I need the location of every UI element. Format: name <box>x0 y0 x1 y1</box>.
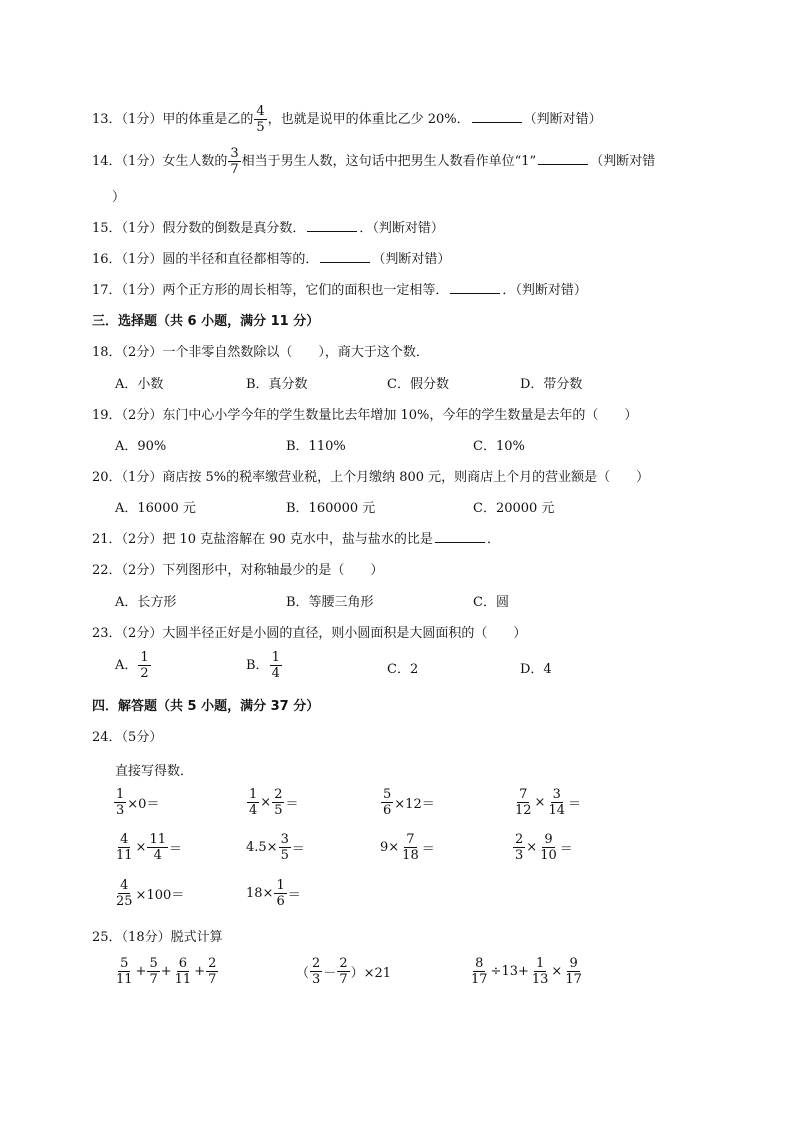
section-heading-4: 四．解答题（共 5 小题，满分 37 分） <box>92 699 320 714</box>
question-14 <box>92 146 655 177</box>
question-13 <box>92 104 602 135</box>
expression: $\frac{2}{3}$ × $\frac{9}{10}$ ＝ <box>515 832 573 863</box>
question-15 <box>92 217 444 236</box>
fraction: $\frac{3}{7}$ <box>230 146 239 177</box>
option-c[interactable]: C．20000 元 <box>473 501 555 516</box>
answer-blank[interactable] <box>538 153 588 165</box>
fraction: $\frac{1}{4}$ <box>271 650 280 681</box>
question-text: 13．（1分）甲的体重是乙的 <box>92 112 254 127</box>
expression: $\frac{7}{12}$ × $\frac{3}{14}$ ＝ <box>515 787 582 818</box>
option-b[interactable]: B． $\frac{1}{4}$ <box>246 650 280 681</box>
question-23: 23．（2分）大圆半径正好是小圆的直径，则小圆面积是大圆面积的（ ） <box>92 626 527 641</box>
option-c[interactable]: C．假分数 <box>387 377 449 392</box>
question-tail: ．（判断对错） <box>502 283 587 298</box>
question-21 <box>92 528 500 547</box>
option-a[interactable]: A．长方形 <box>115 595 177 610</box>
option-d[interactable]: D．带分数 <box>520 377 583 392</box>
option-d[interactable]: D．4 <box>520 662 552 677</box>
question-text: 16．（1分）圆的半径和直径都相等的． <box>92 252 319 267</box>
question-18: 18．（2分）一个非零自然数除以（ ），商大于这个数． <box>92 345 429 360</box>
question-text: 相当于男生人数，这句话中把男生人数看作单位“1” <box>241 154 537 169</box>
option-b[interactable]: B．160000 元 <box>286 501 376 516</box>
question-22: 22．（2分）下列图形中，对称轴最少的是（ ） <box>92 563 384 578</box>
expression: （ $\frac{2}{3}$ － $\frac{2}{7}$ ）×21 <box>296 956 392 987</box>
option-b[interactable]: B．真分数 <box>246 377 308 392</box>
answer-blank[interactable] <box>450 282 500 294</box>
expression: $\frac{5}{11}$ + $\frac{5}{7}$ + $\frac{6}{11}$ + $\frac{2}{7}$ <box>116 956 217 987</box>
option-b[interactable]: B．110% <box>286 439 346 454</box>
question-20: 20．（1分）商店按 5%的税率缴营业税，上个月缴纳 800 元，则商店上个月的营业额是（ ） <box>92 470 650 485</box>
option-c[interactable]: C．2 <box>387 662 419 677</box>
expression: $\frac{8}{17}$ ÷13+ $\frac{1}{13}$ × $\frac{9}{17}$ <box>471 956 582 987</box>
question-text: 14．（1分）女生人数的 <box>92 154 228 169</box>
question-16 <box>92 248 450 267</box>
option-a[interactable]: A．16000 元 <box>115 501 196 516</box>
question-text: ，也就是说甲的体重比乙少 20%． <box>267 112 470 127</box>
question-25: 25．（18分）脱式计算 <box>92 930 223 945</box>
expression: 18× $\frac{1}{6}$ ＝ <box>246 878 301 909</box>
option-a[interactable]: A．小数 <box>115 377 164 392</box>
question-tail: （判断对错 <box>590 154 656 169</box>
question-24: 24．（5分） <box>92 730 163 745</box>
question-19: 19．（2分）东门中心小学今年的学生数量比去年增加 10%，今年的学生数量是去年的（ ） <box>92 408 638 423</box>
question-14-wrap: ） <box>112 190 126 205</box>
expression: $\frac{1}{3}$ ×0＝ <box>116 787 160 818</box>
expression: $\frac{4}{11}$ × $\frac{11}{4}$ ＝ <box>116 832 183 863</box>
expression: 9× $\frac{7}{18}$ ＝ <box>380 832 435 863</box>
option-c[interactable]: C．圆 <box>473 595 509 610</box>
answer-blank[interactable] <box>435 531 485 543</box>
option-b[interactable]: B．等腰三角形 <box>286 595 374 610</box>
question-tail: ． <box>486 532 500 547</box>
question-text: 21．（2分）把 10 克盐溶解在 90 克水中，盐与盐水的比是 <box>92 532 433 547</box>
question-text: 17．（1分）两个正方形的周长相等，它们的面积也一定相等． <box>92 283 449 298</box>
expression: $\frac{1}{4}$ × $\frac{2}{5}$ ＝ <box>249 787 299 818</box>
option-a[interactable]: A．90% <box>115 439 167 454</box>
option-c[interactable]: C．10% <box>473 439 525 454</box>
expression: 4.5× $\frac{3}{5}$ ＝ <box>246 832 305 863</box>
question-tail: （判断对错） <box>523 112 602 127</box>
section-heading-3: 三．选择题（共 6 小题，满分 11 分） <box>92 314 320 329</box>
question-tail: （判断对错） <box>372 252 451 267</box>
expression: $\frac{5}{6}$ ×12＝ <box>383 787 435 818</box>
instruction: 直接写得数． <box>115 764 194 779</box>
answer-blank[interactable] <box>320 251 370 263</box>
question-text: 15．（1分）假分数的倒数是真分数． <box>92 221 306 236</box>
question-tail: ．（判断对错） <box>359 221 444 236</box>
expression: $\frac{4}{25}$ ×100＝ <box>116 878 185 909</box>
question-17 <box>92 279 587 298</box>
answer-blank[interactable] <box>307 220 357 232</box>
fraction: $\frac{4}{5}$ <box>256 104 265 135</box>
answer-blank[interactable] <box>472 111 522 123</box>
option-a[interactable]: A． $\frac{1}{2}$ <box>115 650 149 681</box>
fraction: $\frac{1}{2}$ <box>140 650 149 681</box>
